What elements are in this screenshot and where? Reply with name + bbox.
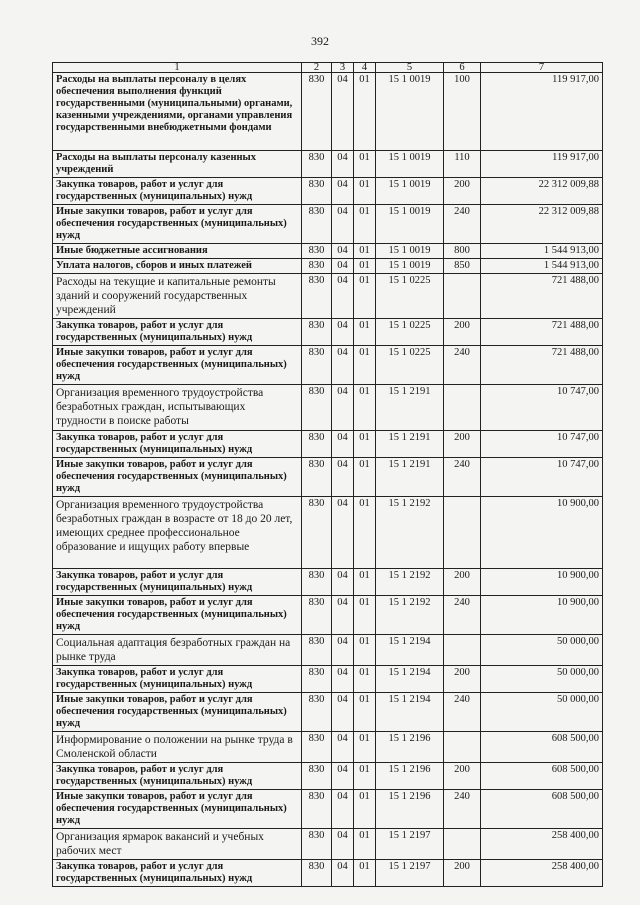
table-row — [53, 151, 603, 178]
row-section: 04 — [332, 385, 354, 431]
row-name: Организация временного трудоустройства безработных граждан, испытывающих трудности в поиске работы — [53, 385, 302, 431]
row-section: 04 — [332, 693, 354, 732]
row-expense-type: 240 — [444, 346, 481, 385]
row-amount: 10 900,00 — [481, 596, 603, 635]
row-expense-type — [444, 385, 481, 431]
table-row — [53, 635, 603, 666]
row-section: 04 — [332, 497, 354, 569]
row-subsection: 01 — [354, 151, 376, 178]
row-name: Иные закупки товаров, работ и услуг для обеспечения государственных (муниципальных) нужд — [53, 458, 302, 497]
row-subsection: 01 — [354, 319, 376, 346]
row-subsection: 01 — [354, 693, 376, 732]
page-number: 392 — [311, 34, 329, 48]
row-grbs: 830 — [302, 497, 332, 569]
row-grbs: 830 — [302, 205, 332, 244]
row-name: Закупка товаров, работ и услуг для государственных (муниципальных) нужд — [53, 319, 302, 346]
row-expense-type: 110 — [444, 151, 481, 178]
row-grbs: 830 — [302, 666, 332, 693]
row-amount: 608 500,00 — [481, 790, 603, 829]
row-amount: 10 747,00 — [481, 431, 603, 458]
table-row — [53, 274, 603, 319]
row-name: Иные закупки товаров, работ и услуг для обеспечения государственных (муниципальных) нужд — [53, 790, 302, 829]
row-section: 04 — [332, 666, 354, 693]
row-expense-type: 800 — [444, 244, 481, 259]
row-name: Закупка товаров, работ и услуг для государственных (муниципальных) нужд — [53, 569, 302, 596]
row-target-article: 15 1 0019 — [376, 178, 444, 205]
row-subsection: 01 — [354, 178, 376, 205]
row-grbs: 830 — [302, 346, 332, 385]
table-row — [53, 596, 603, 635]
table-row — [53, 244, 603, 259]
table-row — [53, 666, 603, 693]
row-subsection: 01 — [354, 790, 376, 829]
row-name: Информирование о положении на рынке труда в Смоленской области — [53, 732, 302, 763]
row-grbs: 830 — [302, 274, 332, 319]
row-grbs: 830 — [302, 693, 332, 732]
row-subsection: 01 — [354, 763, 376, 790]
row-amount: 1 544 913,00 — [481, 259, 603, 274]
row-name: Иные закупки товаров, работ и услуг для обеспечения государственных (муниципальных) нужд — [53, 693, 302, 732]
budget-table — [52, 62, 603, 887]
row-amount: 258 400,00 — [481, 860, 603, 887]
row-amount: 721 488,00 — [481, 274, 603, 319]
row-target-article: 15 1 2196 — [376, 763, 444, 790]
row-section: 04 — [332, 178, 354, 205]
row-subsection: 01 — [354, 732, 376, 763]
row-amount: 721 488,00 — [481, 346, 603, 385]
row-expense-type: 240 — [444, 693, 481, 732]
col-header-4: 4 — [354, 63, 376, 73]
row-name: Расходы на текущие и капитальные ремонты зданий и сооружений государственных учреждений — [53, 274, 302, 319]
row-target-article: 15 1 0019 — [376, 205, 444, 244]
row-target-article: 15 1 2197 — [376, 829, 444, 860]
row-name: Расходы на выплаты персоналу в целях обеспечения выполнения функций государственными (муниципальными) органами, казенными учреждениями, органами управления государственными внебюджетными фондами — [53, 73, 302, 151]
row-grbs: 830 — [302, 732, 332, 763]
row-grbs: 830 — [302, 431, 332, 458]
row-grbs: 830 — [302, 860, 332, 887]
row-name: Иные бюджетные ассигнования — [53, 244, 302, 259]
table-row — [53, 458, 603, 497]
row-expense-type: 200 — [444, 319, 481, 346]
row-section: 04 — [332, 274, 354, 319]
row-section: 04 — [332, 73, 354, 151]
row-amount: 50 000,00 — [481, 635, 603, 666]
row-expense-type: 200 — [444, 569, 481, 596]
table-row — [53, 763, 603, 790]
table-row — [53, 860, 603, 887]
row-grbs: 830 — [302, 259, 332, 274]
row-section: 04 — [332, 732, 354, 763]
row-expense-type: 200 — [444, 763, 481, 790]
table-row — [53, 346, 603, 385]
row-amount: 721 488,00 — [481, 319, 603, 346]
table-row — [53, 178, 603, 205]
row-section: 04 — [332, 319, 354, 346]
row-expense-type — [444, 497, 481, 569]
row-grbs: 830 — [302, 569, 332, 596]
row-section: 04 — [332, 829, 354, 860]
row-amount: 1 544 913,00 — [481, 244, 603, 259]
row-name: Иные закупки товаров, работ и услуг для обеспечения государственных (муниципальных) нужд — [53, 205, 302, 244]
row-subsection: 01 — [354, 259, 376, 274]
row-grbs: 830 — [302, 151, 332, 178]
row-subsection: 01 — [354, 274, 376, 319]
row-grbs: 830 — [302, 763, 332, 790]
col-header-7: 7 — [481, 63, 603, 73]
row-grbs: 830 — [302, 385, 332, 431]
table-row — [53, 73, 603, 151]
row-expense-type: 200 — [444, 860, 481, 887]
row-grbs: 830 — [302, 596, 332, 635]
row-target-article: 15 1 0225 — [376, 346, 444, 385]
row-target-article: 15 1 2197 — [376, 860, 444, 887]
row-target-article: 15 1 2192 — [376, 596, 444, 635]
row-expense-type: 240 — [444, 790, 481, 829]
row-grbs: 830 — [302, 73, 332, 151]
col-header-2: 2 — [302, 63, 332, 73]
row-section: 04 — [332, 596, 354, 635]
row-name: Иные закупки товаров, работ и услуг для обеспечения государственных (муниципальных) нужд — [53, 346, 302, 385]
row-section: 04 — [332, 151, 354, 178]
row-name: Закупка товаров, работ и услуг для государственных (муниципальных) нужд — [53, 666, 302, 693]
row-name: Закупка товаров, работ и услуг для государственных (муниципальных) нужд — [53, 860, 302, 887]
row-grbs: 830 — [302, 244, 332, 259]
row-amount: 119 917,00 — [481, 73, 603, 151]
row-expense-type: 240 — [444, 596, 481, 635]
row-grbs: 830 — [302, 829, 332, 860]
row-section: 04 — [332, 790, 354, 829]
row-amount: 10 747,00 — [481, 458, 603, 497]
row-amount: 10 900,00 — [481, 569, 603, 596]
col-header-6: 6 — [444, 63, 481, 73]
row-target-article: 15 1 0019 — [376, 73, 444, 151]
row-target-article: 15 1 2194 — [376, 693, 444, 732]
table-row — [53, 732, 603, 763]
row-grbs: 830 — [302, 790, 332, 829]
row-grbs: 830 — [302, 458, 332, 497]
row-amount: 10 900,00 — [481, 497, 603, 569]
table-row — [53, 385, 603, 431]
table-row — [53, 205, 603, 244]
row-section: 04 — [332, 259, 354, 274]
row-name: Иные закупки товаров, работ и услуг для обеспечения государственных (муниципальных) нужд — [53, 596, 302, 635]
row-target-article: 15 1 2192 — [376, 569, 444, 596]
row-expense-type — [444, 274, 481, 319]
row-grbs: 830 — [302, 178, 332, 205]
row-expense-type: 200 — [444, 178, 481, 205]
table-row — [53, 497, 603, 569]
row-section: 04 — [332, 635, 354, 666]
row-section: 04 — [332, 860, 354, 887]
row-expense-type: 200 — [444, 666, 481, 693]
row-section: 04 — [332, 431, 354, 458]
row-amount: 119 917,00 — [481, 151, 603, 178]
table-row — [53, 829, 603, 860]
row-expense-type: 240 — [444, 458, 481, 497]
row-subsection: 01 — [354, 431, 376, 458]
row-name: Закупка товаров, работ и услуг для государственных (муниципальных) нужд — [53, 178, 302, 205]
row-target-article: 15 1 2194 — [376, 635, 444, 666]
row-name: Расходы на выплаты персоналу казенных учреждений — [53, 151, 302, 178]
table-row — [53, 259, 603, 274]
row-target-article: 15 1 0019 — [376, 151, 444, 178]
row-target-article: 15 1 0019 — [376, 259, 444, 274]
row-expense-type — [444, 732, 481, 763]
row-subsection: 01 — [354, 385, 376, 431]
row-amount: 22 312 009,88 — [481, 205, 603, 244]
row-amount: 50 000,00 — [481, 693, 603, 732]
row-subsection: 01 — [354, 860, 376, 887]
table-row — [53, 431, 603, 458]
row-subsection: 01 — [354, 829, 376, 860]
row-subsection: 01 — [354, 346, 376, 385]
row-grbs: 830 — [302, 635, 332, 666]
row-subsection: 01 — [354, 635, 376, 666]
row-amount: 608 500,00 — [481, 763, 603, 790]
row-amount: 50 000,00 — [481, 666, 603, 693]
row-target-article: 15 1 2194 — [376, 666, 444, 693]
col-header-3: 3 — [332, 63, 354, 73]
row-subsection: 01 — [354, 596, 376, 635]
row-subsection: 01 — [354, 497, 376, 569]
col-header-5: 5 — [376, 63, 444, 73]
row-section: 04 — [332, 458, 354, 497]
table-row — [53, 693, 603, 732]
row-name: Закупка товаров, работ и услуг для государственных (муниципальных) нужд — [53, 763, 302, 790]
table-row — [53, 569, 603, 596]
row-target-article: 15 1 0225 — [376, 319, 444, 346]
row-subsection: 01 — [354, 205, 376, 244]
row-expense-type — [444, 635, 481, 666]
row-amount: 22 312 009,88 — [481, 178, 603, 205]
table-row — [53, 319, 603, 346]
row-expense-type: 200 — [444, 431, 481, 458]
row-target-article: 15 1 2191 — [376, 431, 444, 458]
row-target-article: 15 1 0019 — [376, 244, 444, 259]
row-target-article: 15 1 2191 — [376, 458, 444, 497]
row-amount: 258 400,00 — [481, 829, 603, 860]
row-subsection: 01 — [354, 244, 376, 259]
row-target-article: 15 1 2192 — [376, 497, 444, 569]
row-name: Организация ярмарок вакансий и учебных рабочих мест — [53, 829, 302, 860]
row-section: 04 — [332, 244, 354, 259]
row-subsection: 01 — [354, 458, 376, 497]
row-target-article: 15 1 2196 — [376, 790, 444, 829]
row-grbs: 830 — [302, 319, 332, 346]
table-row — [53, 790, 603, 829]
row-amount: 10 747,00 — [481, 385, 603, 431]
col-header-1: 1 — [53, 63, 302, 73]
table-header-row — [53, 63, 603, 73]
row-expense-type: 850 — [444, 259, 481, 274]
row-section: 04 — [332, 346, 354, 385]
row-section: 04 — [332, 205, 354, 244]
row-section: 04 — [332, 763, 354, 790]
row-expense-type: 240 — [444, 205, 481, 244]
row-name: Социальная адаптация безработных граждан на рынке труда — [53, 635, 302, 666]
row-target-article: 15 1 2191 — [376, 385, 444, 431]
row-subsection: 01 — [354, 569, 376, 596]
row-target-article: 15 1 0225 — [376, 274, 444, 319]
row-subsection: 01 — [354, 73, 376, 151]
row-expense-type: 100 — [444, 73, 481, 151]
row-name: Организация временного трудоустройства безработных граждан в возрасте от 18 до 20 лет, имеющих среднее профессиональное образование и ищущих работу впервые — [53, 497, 302, 569]
row-expense-type — [444, 829, 481, 860]
row-amount: 608 500,00 — [481, 732, 603, 763]
row-subsection: 01 — [354, 666, 376, 693]
row-section: 04 — [332, 569, 354, 596]
row-target-article: 15 1 2196 — [376, 732, 444, 763]
row-name: Уплата налогов, сборов и иных платежей — [53, 259, 302, 274]
row-name: Закупка товаров, работ и услуг для государственных (муниципальных) нужд — [53, 431, 302, 458]
